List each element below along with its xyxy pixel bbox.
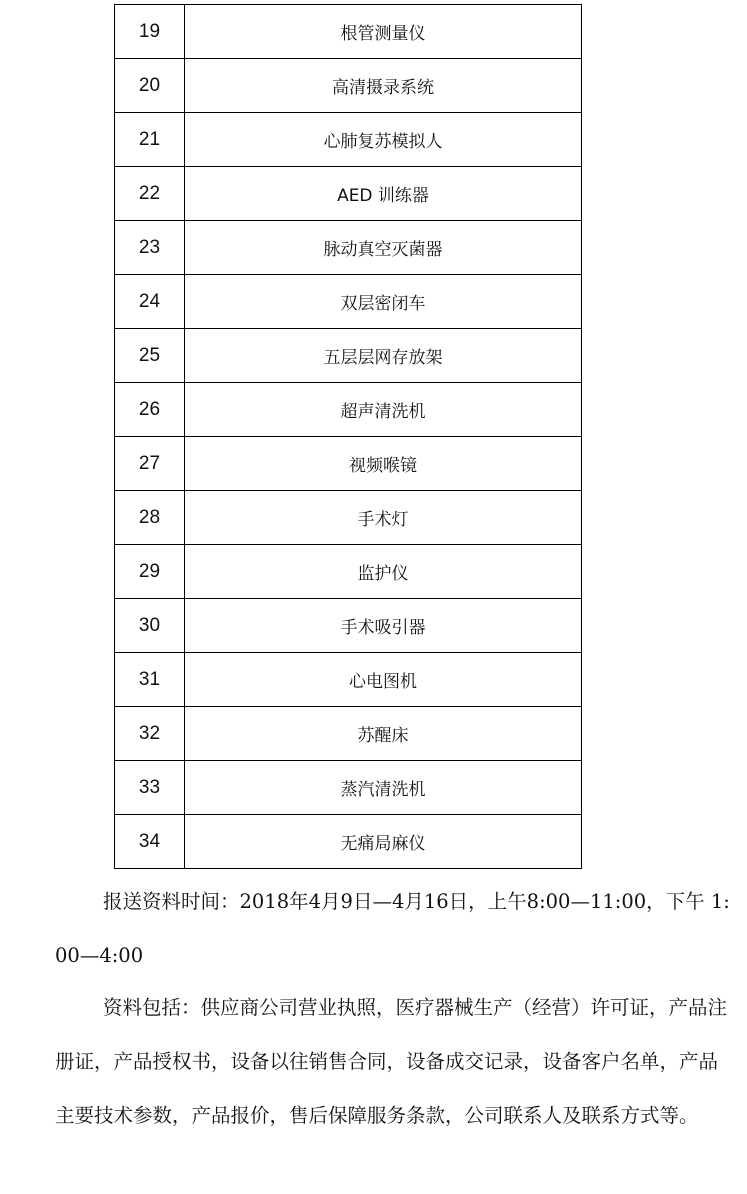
equipment-name-cell: 蒸汽清洗机 xyxy=(185,761,582,815)
table-row xyxy=(115,815,582,869)
table-row xyxy=(115,761,582,815)
row-number-cell: 28 xyxy=(115,491,185,545)
row-number-cell: 23 xyxy=(115,221,185,275)
equipment-name-cell: 监护仪 xyxy=(185,545,582,599)
equipment-table xyxy=(114,4,582,869)
equipment-name-cell: 苏醒床 xyxy=(185,707,582,761)
table-row xyxy=(115,437,582,491)
materials-paragraph: 资料包括：供应商公司营业执照，医疗器械生产（经营）许可证，产品注册证，产品授权书，设备以往销售合同，设备成交记录，设备客户名单，产品主要技术参数，产品报价，售后保障服务条款，公司联系人及联系方式等。 xyxy=(55,996,728,1127)
table-row xyxy=(115,275,582,329)
equipment-name-cell: AED 训练器 xyxy=(185,167,582,221)
table-row xyxy=(115,653,582,707)
table-row xyxy=(115,5,582,59)
table-row xyxy=(115,59,582,113)
submission-time-paragraph: 报送资料时间：2018年4月9日—4月16日，上午8:00—11:00，下午 1:00—4:00 xyxy=(55,890,730,967)
table-row xyxy=(115,545,582,599)
equipment-name-cell: 手术灯 xyxy=(185,491,582,545)
equipment-name-cell: 无痛局麻仪 xyxy=(185,815,582,869)
equipment-name-cell: 视频喉镜 xyxy=(185,437,582,491)
row-number-cell: 32 xyxy=(115,707,185,761)
table-row xyxy=(115,707,582,761)
table-row xyxy=(115,599,582,653)
equipment-table-body xyxy=(115,5,582,869)
row-number-cell: 26 xyxy=(115,383,185,437)
equipment-name-cell: 手术吸引器 xyxy=(185,599,582,653)
row-number-cell: 34 xyxy=(115,815,185,869)
row-number-cell: 22 xyxy=(115,167,185,221)
equipment-name-cell: 双层密闭车 xyxy=(185,275,582,329)
row-number-cell: 19 xyxy=(115,5,185,59)
equipment-name-cell: 脉动真空灭菌器 xyxy=(185,221,582,275)
row-number-cell: 30 xyxy=(115,599,185,653)
table-row xyxy=(115,329,582,383)
equipment-name-cell: 超声清洗机 xyxy=(185,383,582,437)
equipment-name-cell: 根管测量仪 xyxy=(185,5,582,59)
row-number-cell: 20 xyxy=(115,59,185,113)
row-number-cell: 31 xyxy=(115,653,185,707)
equipment-name-cell: 高清摄录系统 xyxy=(185,59,582,113)
equipment-name-cell: 心电图机 xyxy=(185,653,582,707)
row-number-cell: 21 xyxy=(115,113,185,167)
table-row xyxy=(115,221,582,275)
table-row xyxy=(115,113,582,167)
table-row xyxy=(115,491,582,545)
row-number-cell: 25 xyxy=(115,329,185,383)
row-number-cell: 29 xyxy=(115,545,185,599)
equipment-name-cell: 五层层网存放架 xyxy=(185,329,582,383)
equipment-name-cell: 心肺复苏模拟人 xyxy=(185,113,582,167)
table-row xyxy=(115,383,582,437)
row-number-cell: 27 xyxy=(115,437,185,491)
row-number-cell: 24 xyxy=(115,275,185,329)
table-row xyxy=(115,167,582,221)
row-number-cell: 33 xyxy=(115,761,185,815)
